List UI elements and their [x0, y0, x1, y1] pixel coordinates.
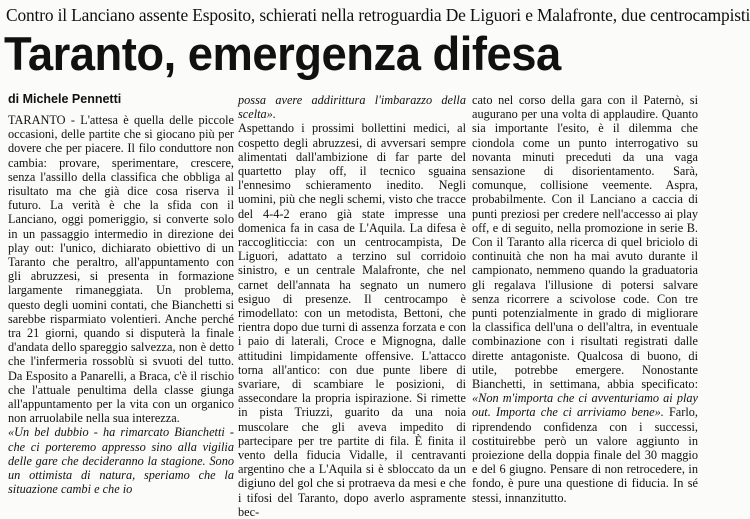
column-3-closing: Farlo, riprendendo confidenza con i successi, costituirebbe però un valore aggiunto in proiezione della doppia finale del 30 maggio e del 6 giugno. Pensare di non retrocedere, in fondo, è pure una questione di fiducia. In sé stessi, innanzitutto.: [472, 405, 698, 505]
column-3-text: cato nel corso della gara con il Paternò, si augurano per una volta di applaudire. Quanto sia importante l'esito, è il dilemma che ciondola come un punto interrogativo su novanta minuti preceduti da una vaga sensazione di disorientamento. Sarà, comunque, collisione veemente. Aspra, probabilmente. Con il Lanciano a caccia di punti preziosi per credere nell'accesso ai play off, e di seguito, nella promozione in serie B. Con il Taranto alla ricerca di quel briciolo di continuità che non ha mai avuto durante il campionato, nemmeno quando la graduatoria gli regalava l'illusione di potersi salvare senza ricorrere a scivolose code. Con tre punti potenzialmente in grado di migliorare la classifica dell'una o dell'altra, in eventuale combinazione con i risultati registrati dalle dirette antagoniste. Qualcosa di buono, di utile, potrebbe emergere. Nonostante Bianchetti, in settimana, abbia specificato:: [472, 93, 698, 392]
article-column-3: [472, 93, 698, 505]
column-1-paragraph: TARANTO - L'attesa è quella delle piccole occasioni, delle partite che si giocano più per dovere che per piacere. Il filo conduttore non cambia: provare, sperimentare, crescere, senza l'assillo della classifica che obbliga al risultato ma che già dice cosa riserva il futuro. La verità è che la sfida con il Lanciano, oggi pomeriggio, si converte solo in un passaggio intermedio in direzione dei play out: l'unico, dichiarato obiettivo di un Taranto che peraltro, all'appuntamento con gli abruzzesi, si presenta in formazione largamente rimaneggiata. Un problema, questo degli uomini contati, che Bianchetti si sarebbe risparmiato volentieri. Anche perché tra 21 giorni, quando si disputerà la finale d'andata dello spareggio salvezza, non è detto che l'infermeria rossoblù si svuoti del tutto. Da Esposito a Panarelli, a Braca, c'è il rischio che l'attuale penultima della classe giunga all'appuntamento per la vita con un organico non arruolabile nella sua interezza.: [8, 113, 234, 426]
article-column-1: [8, 113, 234, 497]
column-1-quote: «Un bel dubbio - ha rimarcato Bianchetti - che ci porteremo appresso sino alla vigilia delle gare che decideranno la stagione. Sono un ottimista di natura, speriamo che la situazione cambi e che io: [8, 425, 234, 497]
column-3-quote: «Non m'importa che ci avventuriamo ai play out. Importa che ci arriviamo bene».: [472, 391, 698, 420]
column-2-quote: possa avere addirittura l'imbarazzo della scelta».: [238, 93, 466, 122]
article-headline: Taranto, emergenza difesa: [4, 27, 561, 80]
article-column-2: [238, 93, 466, 519]
article-kicker: Contro il Lanciano assente Esposito, schierati nella retroguardia De Liguori e Malafronte, due centrocampisti: [6, 5, 750, 25]
article-byline: di Michele Pennetti: [8, 92, 122, 106]
column-2-paragraph: Aspettando i prossimi bollettini medici, al cospetto degli abruzzesi, di avversari sempre alimentati dall'ambizione di far parte del quartetto play off, il tecnico sguaina l'ennesimo schieramento inedito. Negli uomini, più che negli schemi, visto che tracce del 4-4-2 erano già state impresse una domenica fa in casa de L'Aquila. La difesa è raccogliticcia: con un centrocampista, De Liguori, adattato a terzino sul corridoio sinistro, e un centrale Malafronte, che nel carnet dell'annata ha segnato un numero esiguo di presenze. Il centrocampo è rimodellato: con un metodista, Bettoni, che rientra dopo due turni di assenza forzata e con i paio di laterali, Croce e Mignogna, dalle attitudini limpidamente offensive. L'attacco torna all'antico: con due punte libere di svariare, di scambiare le posizioni, di assecondare la propria ispirazione. Si rimette in pista Triuzzi, guarito da una noia muscolare che gli aveva impedito di partecipare per tre partite di fila. È finita il vento della fiducia Vidalle, il centravanti argentino che a L'Aquila si è sbloccato da un digiuno del gol che si protraeva da mesi e che i tifosi del Taranto, dopo averlo aspramente bec-: [238, 121, 466, 519]
column-3-paragraph: [472, 93, 698, 505]
